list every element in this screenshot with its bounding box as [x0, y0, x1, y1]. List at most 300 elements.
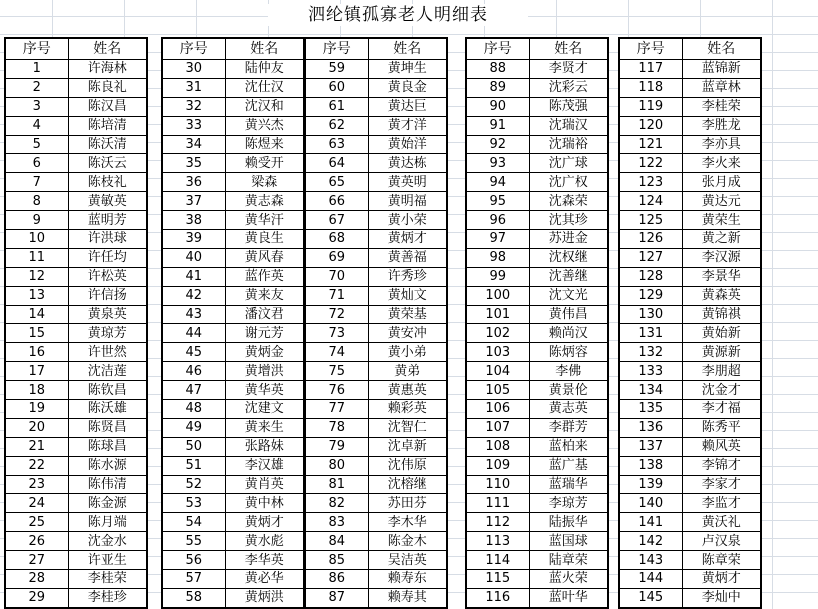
- seq-cell[interactable]: 19: [6, 400, 68, 419]
- name-cell[interactable]: 黄中林: [225, 494, 303, 513]
- seq-cell[interactable]: 68: [306, 230, 368, 249]
- seq-cell[interactable]: 124: [620, 192, 682, 211]
- name-cell[interactable]: 黄炳才: [368, 230, 446, 249]
- seq-cell[interactable]: 8: [6, 192, 68, 211]
- name-cell[interactable]: 陆振华: [529, 513, 607, 532]
- seq-cell[interactable]: 125: [620, 211, 682, 230]
- seq-cell[interactable]: 12: [6, 267, 68, 286]
- seq-cell[interactable]: 59: [306, 60, 368, 79]
- name-cell[interactable]: 陈月端: [68, 513, 146, 532]
- seq-cell[interactable]: 54: [163, 513, 225, 532]
- seq-cell[interactable]: 137: [620, 437, 682, 456]
- seq-cell[interactable]: 16: [6, 343, 68, 362]
- name-cell[interactable]: 黄泉英: [68, 305, 146, 324]
- seq-cell[interactable]: 67: [306, 211, 368, 230]
- name-cell[interactable]: 黄灿文: [368, 286, 446, 305]
- seq-cell[interactable]: 100: [467, 286, 529, 305]
- name-cell[interactable]: 陈培清: [68, 116, 146, 135]
- seq-cell[interactable]: 36: [163, 173, 225, 192]
- name-cell[interactable]: 蓝国球: [529, 532, 607, 551]
- table-row: [6, 211, 146, 230]
- seq-cell[interactable]: 51: [163, 456, 225, 475]
- name-cell[interactable]: 许洪球: [68, 230, 146, 249]
- seq-cell[interactable]: 63: [306, 135, 368, 154]
- name-cell[interactable]: 沈权继: [529, 248, 607, 267]
- seq-cell[interactable]: 101: [467, 305, 529, 324]
- name-cell[interactable]: 黄惠英: [368, 381, 446, 400]
- seq-cell[interactable]: 117: [620, 60, 682, 79]
- name-cell[interactable]: 黄兴杰: [225, 116, 303, 135]
- name-cell[interactable]: 梁森: [225, 173, 303, 192]
- seq-cell[interactable]: 26: [6, 532, 68, 551]
- seq-cell[interactable]: 132: [620, 343, 682, 362]
- table-row: [620, 154, 760, 173]
- seq-cell[interactable]: 91: [467, 116, 529, 135]
- name-cell[interactable]: 张路妹: [225, 437, 303, 456]
- name-cell[interactable]: 李华英: [225, 551, 303, 570]
- name-cell[interactable]: 李景华: [682, 267, 760, 286]
- seq-cell[interactable]: 92: [467, 135, 529, 154]
- name-cell[interactable]: 黄小弟: [368, 343, 446, 362]
- name-cell[interactable]: 沈文光: [529, 286, 607, 305]
- seq-cell[interactable]: 110: [467, 475, 529, 494]
- name-cell[interactable]: 黄达栋: [368, 154, 446, 173]
- seq-cell[interactable]: 13: [6, 286, 68, 305]
- name-cell[interactable]: 黄始洋: [368, 135, 446, 154]
- seq-cell[interactable]: 7: [6, 173, 68, 192]
- name-cell[interactable]: 黄敏英: [68, 192, 146, 211]
- name-cell[interactable]: 黄景伦: [529, 381, 607, 400]
- seq-cell[interactable]: 4: [6, 116, 68, 135]
- name-cell[interactable]: 黄才洋: [368, 116, 446, 135]
- seq-cell[interactable]: 75: [306, 362, 368, 381]
- seq-cell[interactable]: 86: [306, 570, 368, 589]
- name-cell[interactable]: 黄来生: [225, 418, 303, 437]
- name-cell[interactable]: 赖受开: [225, 154, 303, 173]
- seq-cell[interactable]: 56: [163, 551, 225, 570]
- seq-cell[interactable]: 76: [306, 381, 368, 400]
- seq-cell[interactable]: 106: [467, 400, 529, 419]
- seq-cell[interactable]: 64: [306, 154, 368, 173]
- name-cell[interactable]: 沈金才: [682, 381, 760, 400]
- seq-cell[interactable]: 57: [163, 570, 225, 589]
- name-cell[interactable]: 潘汶君: [225, 305, 303, 324]
- table-row: [467, 135, 607, 154]
- name-cell[interactable]: 陈金木: [368, 532, 446, 551]
- name-cell[interactable]: 许任均: [68, 248, 146, 267]
- name-cell[interactable]: 黄坤生: [368, 60, 446, 79]
- seq-cell[interactable]: 38: [163, 211, 225, 230]
- name-cell[interactable]: 陆章荣: [529, 551, 607, 570]
- seq-cell[interactable]: 140: [620, 494, 682, 513]
- seq-cell[interactable]: 20: [6, 418, 68, 437]
- seq-cell[interactable]: 114: [467, 551, 529, 570]
- seq-cell[interactable]: 30: [163, 60, 225, 79]
- table-row: [467, 267, 607, 286]
- name-cell[interactable]: 赖尚汉: [529, 324, 607, 343]
- name-cell[interactable]: 李贤才: [529, 60, 607, 79]
- name-cell[interactable]: 陈沃清: [68, 135, 146, 154]
- name-cell[interactable]: 陈水源: [68, 456, 146, 475]
- seq-cell[interactable]: 41: [163, 267, 225, 286]
- name-cell[interactable]: 李火来: [682, 154, 760, 173]
- name-cell[interactable]: 黄琼芳: [68, 324, 146, 343]
- seq-cell[interactable]: 126: [620, 230, 682, 249]
- seq-cell[interactable]: 11: [6, 248, 68, 267]
- name-cell[interactable]: 沈榕继: [368, 475, 446, 494]
- seq-cell[interactable]: 49: [163, 418, 225, 437]
- name-cell[interactable]: 陈金源: [68, 494, 146, 513]
- name-cell[interactable]: 黄志英: [529, 400, 607, 419]
- name-cell[interactable]: 陈贤昌: [68, 418, 146, 437]
- seq-cell[interactable]: 143: [620, 551, 682, 570]
- name-cell[interactable]: 许信扬: [68, 286, 146, 305]
- seq-cell[interactable]: 72: [306, 305, 368, 324]
- seq-cell[interactable]: 113: [467, 532, 529, 551]
- seq-cell[interactable]: 142: [620, 532, 682, 551]
- name-cell[interactable]: 陈枝礼: [68, 173, 146, 192]
- name-cell[interactable]: 黄荣生: [682, 211, 760, 230]
- name-cell[interactable]: 陈炳容: [529, 343, 607, 362]
- seq-cell[interactable]: 35: [163, 154, 225, 173]
- name-cell[interactable]: 黄肖英: [225, 475, 303, 494]
- name-cell[interactable]: 吴洁英: [368, 551, 446, 570]
- name-cell[interactable]: 张月成: [682, 173, 760, 192]
- seq-cell[interactable]: 102: [467, 324, 529, 343]
- seq-cell[interactable]: 29: [6, 588, 68, 606]
- name-cell[interactable]: 李锦才: [682, 456, 760, 475]
- name-cell[interactable]: 陈章荣: [682, 551, 760, 570]
- name-cell[interactable]: 陈球昌: [68, 437, 146, 456]
- name-cell[interactable]: 沈金水: [68, 532, 146, 551]
- name-cell[interactable]: 陈汉昌: [68, 97, 146, 116]
- name-cell[interactable]: 黄炳才: [682, 570, 760, 589]
- seq-cell[interactable]: 9: [6, 211, 68, 230]
- seq-cell[interactable]: 131: [620, 324, 682, 343]
- seq-cell[interactable]: 144: [620, 570, 682, 589]
- seq-cell[interactable]: 128: [620, 267, 682, 286]
- name-cell[interactable]: 陈秀平: [682, 418, 760, 437]
- seq-cell[interactable]: 130: [620, 305, 682, 324]
- name-cell[interactable]: 黄明福: [368, 192, 446, 211]
- table-row: [306, 532, 446, 551]
- seq-cell[interactable]: 32: [163, 97, 225, 116]
- seq-cell[interactable]: 21: [6, 437, 68, 456]
- name-cell[interactable]: 李琼芳: [529, 494, 607, 513]
- seq-cell[interactable]: 79: [306, 437, 368, 456]
- name-cell[interactable]: 陈茂强: [529, 97, 607, 116]
- seq-cell[interactable]: 127: [620, 248, 682, 267]
- seq-cell[interactable]: 60: [306, 78, 368, 97]
- seq-cell[interactable]: 103: [467, 343, 529, 362]
- seq-cell[interactable]: 53: [163, 494, 225, 513]
- name-cell[interactable]: 黄良生: [225, 230, 303, 249]
- seq-cell[interactable]: 83: [306, 513, 368, 532]
- seq-cell[interactable]: 39: [163, 230, 225, 249]
- name-cell[interactable]: 黄善福: [368, 248, 446, 267]
- seq-cell[interactable]: 105: [467, 381, 529, 400]
- seq-cell[interactable]: 66: [306, 192, 368, 211]
- seq-cell[interactable]: 115: [467, 570, 529, 589]
- seq-cell[interactable]: 82: [306, 494, 368, 513]
- seq-cell[interactable]: 3: [6, 97, 68, 116]
- seq-cell[interactable]: 55: [163, 532, 225, 551]
- seq-cell[interactable]: 14: [6, 305, 68, 324]
- seq-cell[interactable]: 17: [6, 362, 68, 381]
- seq-cell[interactable]: 45: [163, 343, 225, 362]
- name-cell[interactable]: 沈洁莲: [68, 362, 146, 381]
- name-cell[interactable]: 李朋超: [682, 362, 760, 381]
- name-cell[interactable]: 黄风春: [225, 248, 303, 267]
- name-cell[interactable]: 黄华汗: [225, 211, 303, 230]
- seq-cell[interactable]: 70: [306, 267, 368, 286]
- name-cell[interactable]: 陈沃雄: [68, 400, 146, 419]
- seq-cell[interactable]: 93: [467, 154, 529, 173]
- seq-cell[interactable]: 95: [467, 192, 529, 211]
- name-cell[interactable]: 黄源新: [682, 343, 760, 362]
- seq-cell[interactable]: 138: [620, 456, 682, 475]
- name-cell[interactable]: 蓝锦新: [682, 60, 760, 79]
- seq-cell[interactable]: 109: [467, 456, 529, 475]
- seq-cell[interactable]: 15: [6, 324, 68, 343]
- seq-cell[interactable]: 52: [163, 475, 225, 494]
- seq-cell[interactable]: 87: [306, 588, 368, 606]
- seq-cell[interactable]: 71: [306, 286, 368, 305]
- name-cell[interactable]: 李汉源: [682, 248, 760, 267]
- name-cell[interactable]: 蓝瑞华: [529, 475, 607, 494]
- name-cell[interactable]: 黄弟: [368, 362, 446, 381]
- name-cell[interactable]: 沈广球: [529, 154, 607, 173]
- name-cell[interactable]: 蓝柏来: [529, 437, 607, 456]
- name-cell[interactable]: 李亦具: [682, 135, 760, 154]
- seq-cell[interactable]: 108: [467, 437, 529, 456]
- name-cell[interactable]: 黄必华: [225, 570, 303, 589]
- header-row: [306, 39, 446, 60]
- name-cell[interactable]: 陈伟清: [68, 475, 146, 494]
- seq-cell[interactable]: 85: [306, 551, 368, 570]
- name-cell[interactable]: 陈钦昌: [68, 381, 146, 400]
- name-cell[interactable]: 沈广权: [529, 173, 607, 192]
- seq-cell[interactable]: 61: [306, 97, 368, 116]
- name-cell[interactable]: 黄锦祺: [682, 305, 760, 324]
- seq-cell[interactable]: 90: [467, 97, 529, 116]
- name-cell[interactable]: 李木华: [368, 513, 446, 532]
- seq-cell[interactable]: 96: [467, 211, 529, 230]
- name-cell[interactable]: 李桂珍: [68, 588, 146, 606]
- name-cell[interactable]: 黄小荣: [368, 211, 446, 230]
- name-cell[interactable]: 黄荣基: [368, 305, 446, 324]
- seq-cell[interactable]: 129: [620, 286, 682, 305]
- seq-cell[interactable]: 119: [620, 97, 682, 116]
- seq-cell[interactable]: 121: [620, 135, 682, 154]
- seq-cell[interactable]: 58: [163, 588, 225, 606]
- name-cell[interactable]: 许海林: [68, 60, 146, 79]
- seq-cell[interactable]: 111: [467, 494, 529, 513]
- name-cell[interactable]: 苏进金: [529, 230, 607, 249]
- name-cell[interactable]: 李桂荣: [68, 570, 146, 589]
- name-cell[interactable]: 黄来友: [225, 286, 303, 305]
- name-cell[interactable]: 黄炳才: [225, 513, 303, 532]
- name-cell[interactable]: 黄炳金: [225, 343, 303, 362]
- name-cell[interactable]: 李胜龙: [682, 116, 760, 135]
- seq-cell[interactable]: 118: [620, 78, 682, 97]
- seq-cell[interactable]: 141: [620, 513, 682, 532]
- seq-cell[interactable]: 78: [306, 418, 368, 437]
- name-cell[interactable]: 黄华英: [225, 381, 303, 400]
- name-cell[interactable]: 黄安冲: [368, 324, 446, 343]
- seq-cell[interactable]: 94: [467, 173, 529, 192]
- seq-cell[interactable]: 98: [467, 248, 529, 267]
- seq-cell[interactable]: 122: [620, 154, 682, 173]
- name-cell[interactable]: 黄炳洪: [225, 588, 303, 606]
- name-cell[interactable]: 黄始新: [682, 324, 760, 343]
- name-cell[interactable]: 沈仕汉: [225, 78, 303, 97]
- name-cell[interactable]: 许秀珍: [368, 267, 446, 286]
- name-cell[interactable]: 李才福: [682, 400, 760, 419]
- seq-cell[interactable]: 33: [163, 116, 225, 135]
- name-cell[interactable]: 黄英明: [368, 173, 446, 192]
- name-cell[interactable]: 赖彩英: [368, 400, 446, 419]
- seq-cell[interactable]: 48: [163, 400, 225, 419]
- name-cell[interactable]: 李灿中: [682, 588, 760, 606]
- name-cell[interactable]: 沈森荣: [529, 192, 607, 211]
- name-cell[interactable]: 黄达元: [682, 192, 760, 211]
- seq-cell[interactable]: 120: [620, 116, 682, 135]
- seq-cell[interactable]: 136: [620, 418, 682, 437]
- name-cell[interactable]: 沈建文: [225, 400, 303, 419]
- seq-cell[interactable]: 25: [6, 513, 68, 532]
- name-cell[interactable]: 许亚生: [68, 551, 146, 570]
- seq-cell[interactable]: 81: [306, 475, 368, 494]
- name-cell[interactable]: 黄良金: [368, 78, 446, 97]
- name-cell[interactable]: 赖寿其: [368, 588, 446, 606]
- name-cell[interactable]: 陆仲友: [225, 60, 303, 79]
- name-cell[interactable]: 赖寿东: [368, 570, 446, 589]
- name-cell[interactable]: 陈煜来: [225, 135, 303, 154]
- name-cell[interactable]: 许世然: [68, 343, 146, 362]
- seq-cell[interactable]: 77: [306, 400, 368, 419]
- seq-cell[interactable]: 99: [467, 267, 529, 286]
- name-cell[interactable]: 黄之新: [682, 230, 760, 249]
- name-cell[interactable]: 黄伟昌: [529, 305, 607, 324]
- name-cell[interactable]: 沈卓新: [368, 437, 446, 456]
- seq-cell[interactable]: 47: [163, 381, 225, 400]
- name-cell[interactable]: 黄森英: [682, 286, 760, 305]
- seq-cell[interactable]: 89: [467, 78, 529, 97]
- seq-cell[interactable]: 133: [620, 362, 682, 381]
- table-row: [467, 343, 607, 362]
- seq-cell[interactable]: 65: [306, 173, 368, 192]
- seq-cell[interactable]: 34: [163, 135, 225, 154]
- seq-cell[interactable]: 74: [306, 343, 368, 362]
- seq-cell[interactable]: 112: [467, 513, 529, 532]
- seq-cell[interactable]: 44: [163, 324, 225, 343]
- seq-cell[interactable]: 42: [163, 286, 225, 305]
- seq-cell[interactable]: 50: [163, 437, 225, 456]
- name-cell[interactable]: 赖风英: [682, 437, 760, 456]
- seq-cell[interactable]: 88: [467, 60, 529, 79]
- seq-cell[interactable]: 31: [163, 78, 225, 97]
- name-cell[interactable]: 陈良礼: [68, 78, 146, 97]
- name-cell[interactable]: 卢汉泉: [682, 532, 760, 551]
- name-cell[interactable]: 蓝火荣: [529, 570, 607, 589]
- name-cell[interactable]: 黄水彪: [225, 532, 303, 551]
- seq-cell[interactable]: 40: [163, 248, 225, 267]
- name-cell[interactable]: 蓝章林: [682, 78, 760, 97]
- seq-cell[interactable]: 10: [6, 230, 68, 249]
- seq-cell[interactable]: 37: [163, 192, 225, 211]
- seq-cell[interactable]: 139: [620, 475, 682, 494]
- name-cell[interactable]: 沈其珍: [529, 211, 607, 230]
- name-cell[interactable]: 许松英: [68, 267, 146, 286]
- name-cell[interactable]: 黄达巨: [368, 97, 446, 116]
- seq-cell[interactable]: 107: [467, 418, 529, 437]
- name-cell[interactable]: 李汉雄: [225, 456, 303, 475]
- seq-cell[interactable]: 5: [6, 135, 68, 154]
- seq-cell[interactable]: 123: [620, 173, 682, 192]
- seq-cell[interactable]: 73: [306, 324, 368, 343]
- seq-cell[interactable]: 116: [467, 588, 529, 606]
- seq-cell[interactable]: 6: [6, 154, 68, 173]
- name-cell[interactable]: 沈智仁: [368, 418, 446, 437]
- name-cell[interactable]: 沈汉和: [225, 97, 303, 116]
- seq-cell[interactable]: 145: [620, 588, 682, 606]
- seq-cell[interactable]: 46: [163, 362, 225, 381]
- seq-cell[interactable]: 23: [6, 475, 68, 494]
- seq-cell[interactable]: 18: [6, 381, 68, 400]
- table-row: [163, 248, 303, 267]
- name-cell[interactable]: 沈彩云: [529, 78, 607, 97]
- seq-cell[interactable]: 97: [467, 230, 529, 249]
- name-cell[interactable]: 蓝明芳: [68, 211, 146, 230]
- name-cell[interactable]: 沈瑞汉: [529, 116, 607, 135]
- name-cell[interactable]: 沈善继: [529, 267, 607, 286]
- name-cell[interactable]: 沈瑞裕: [529, 135, 607, 154]
- seq-cell[interactable]: 43: [163, 305, 225, 324]
- name-cell[interactable]: 李桂荣: [682, 97, 760, 116]
- seq-cell[interactable]: 27: [6, 551, 68, 570]
- name-cell[interactable]: 黄志森: [225, 192, 303, 211]
- name-cell[interactable]: 苏田芬: [368, 494, 446, 513]
- name-cell[interactable]: 李群芳: [529, 418, 607, 437]
- seq-cell[interactable]: 24: [6, 494, 68, 513]
- seq-cell[interactable]: 62: [306, 116, 368, 135]
- name-cell[interactable]: 谢元芳: [225, 324, 303, 343]
- name-cell[interactable]: 陈沃云: [68, 154, 146, 173]
- name-cell[interactable]: 蓝叶华: [529, 588, 607, 606]
- name-cell[interactable]: 沈伟原: [368, 456, 446, 475]
- name-cell[interactable]: 黄沃礼: [682, 513, 760, 532]
- seq-cell[interactable]: 69: [306, 248, 368, 267]
- name-cell[interactable]: 黄增洪: [225, 362, 303, 381]
- seq-cell[interactable]: 1: [6, 60, 68, 79]
- name-cell[interactable]: 李监才: [682, 494, 760, 513]
- name-cell[interactable]: 蓝作英: [225, 267, 303, 286]
- seq-cell[interactable]: 104: [467, 362, 529, 381]
- seq-cell[interactable]: 84: [306, 532, 368, 551]
- name-cell[interactable]: 李佛: [529, 362, 607, 381]
- name-cell[interactable]: 李家才: [682, 475, 760, 494]
- table-row: [467, 513, 607, 532]
- seq-cell[interactable]: 80: [306, 456, 368, 475]
- name-cell[interactable]: 蓝广基: [529, 456, 607, 475]
- seq-cell[interactable]: 28: [6, 570, 68, 589]
- seq-cell[interactable]: 135: [620, 400, 682, 419]
- seq-cell[interactable]: 22: [6, 456, 68, 475]
- seq-cell[interactable]: 2: [6, 78, 68, 97]
- roster-table: [620, 39, 760, 607]
- seq-cell[interactable]: 134: [620, 381, 682, 400]
